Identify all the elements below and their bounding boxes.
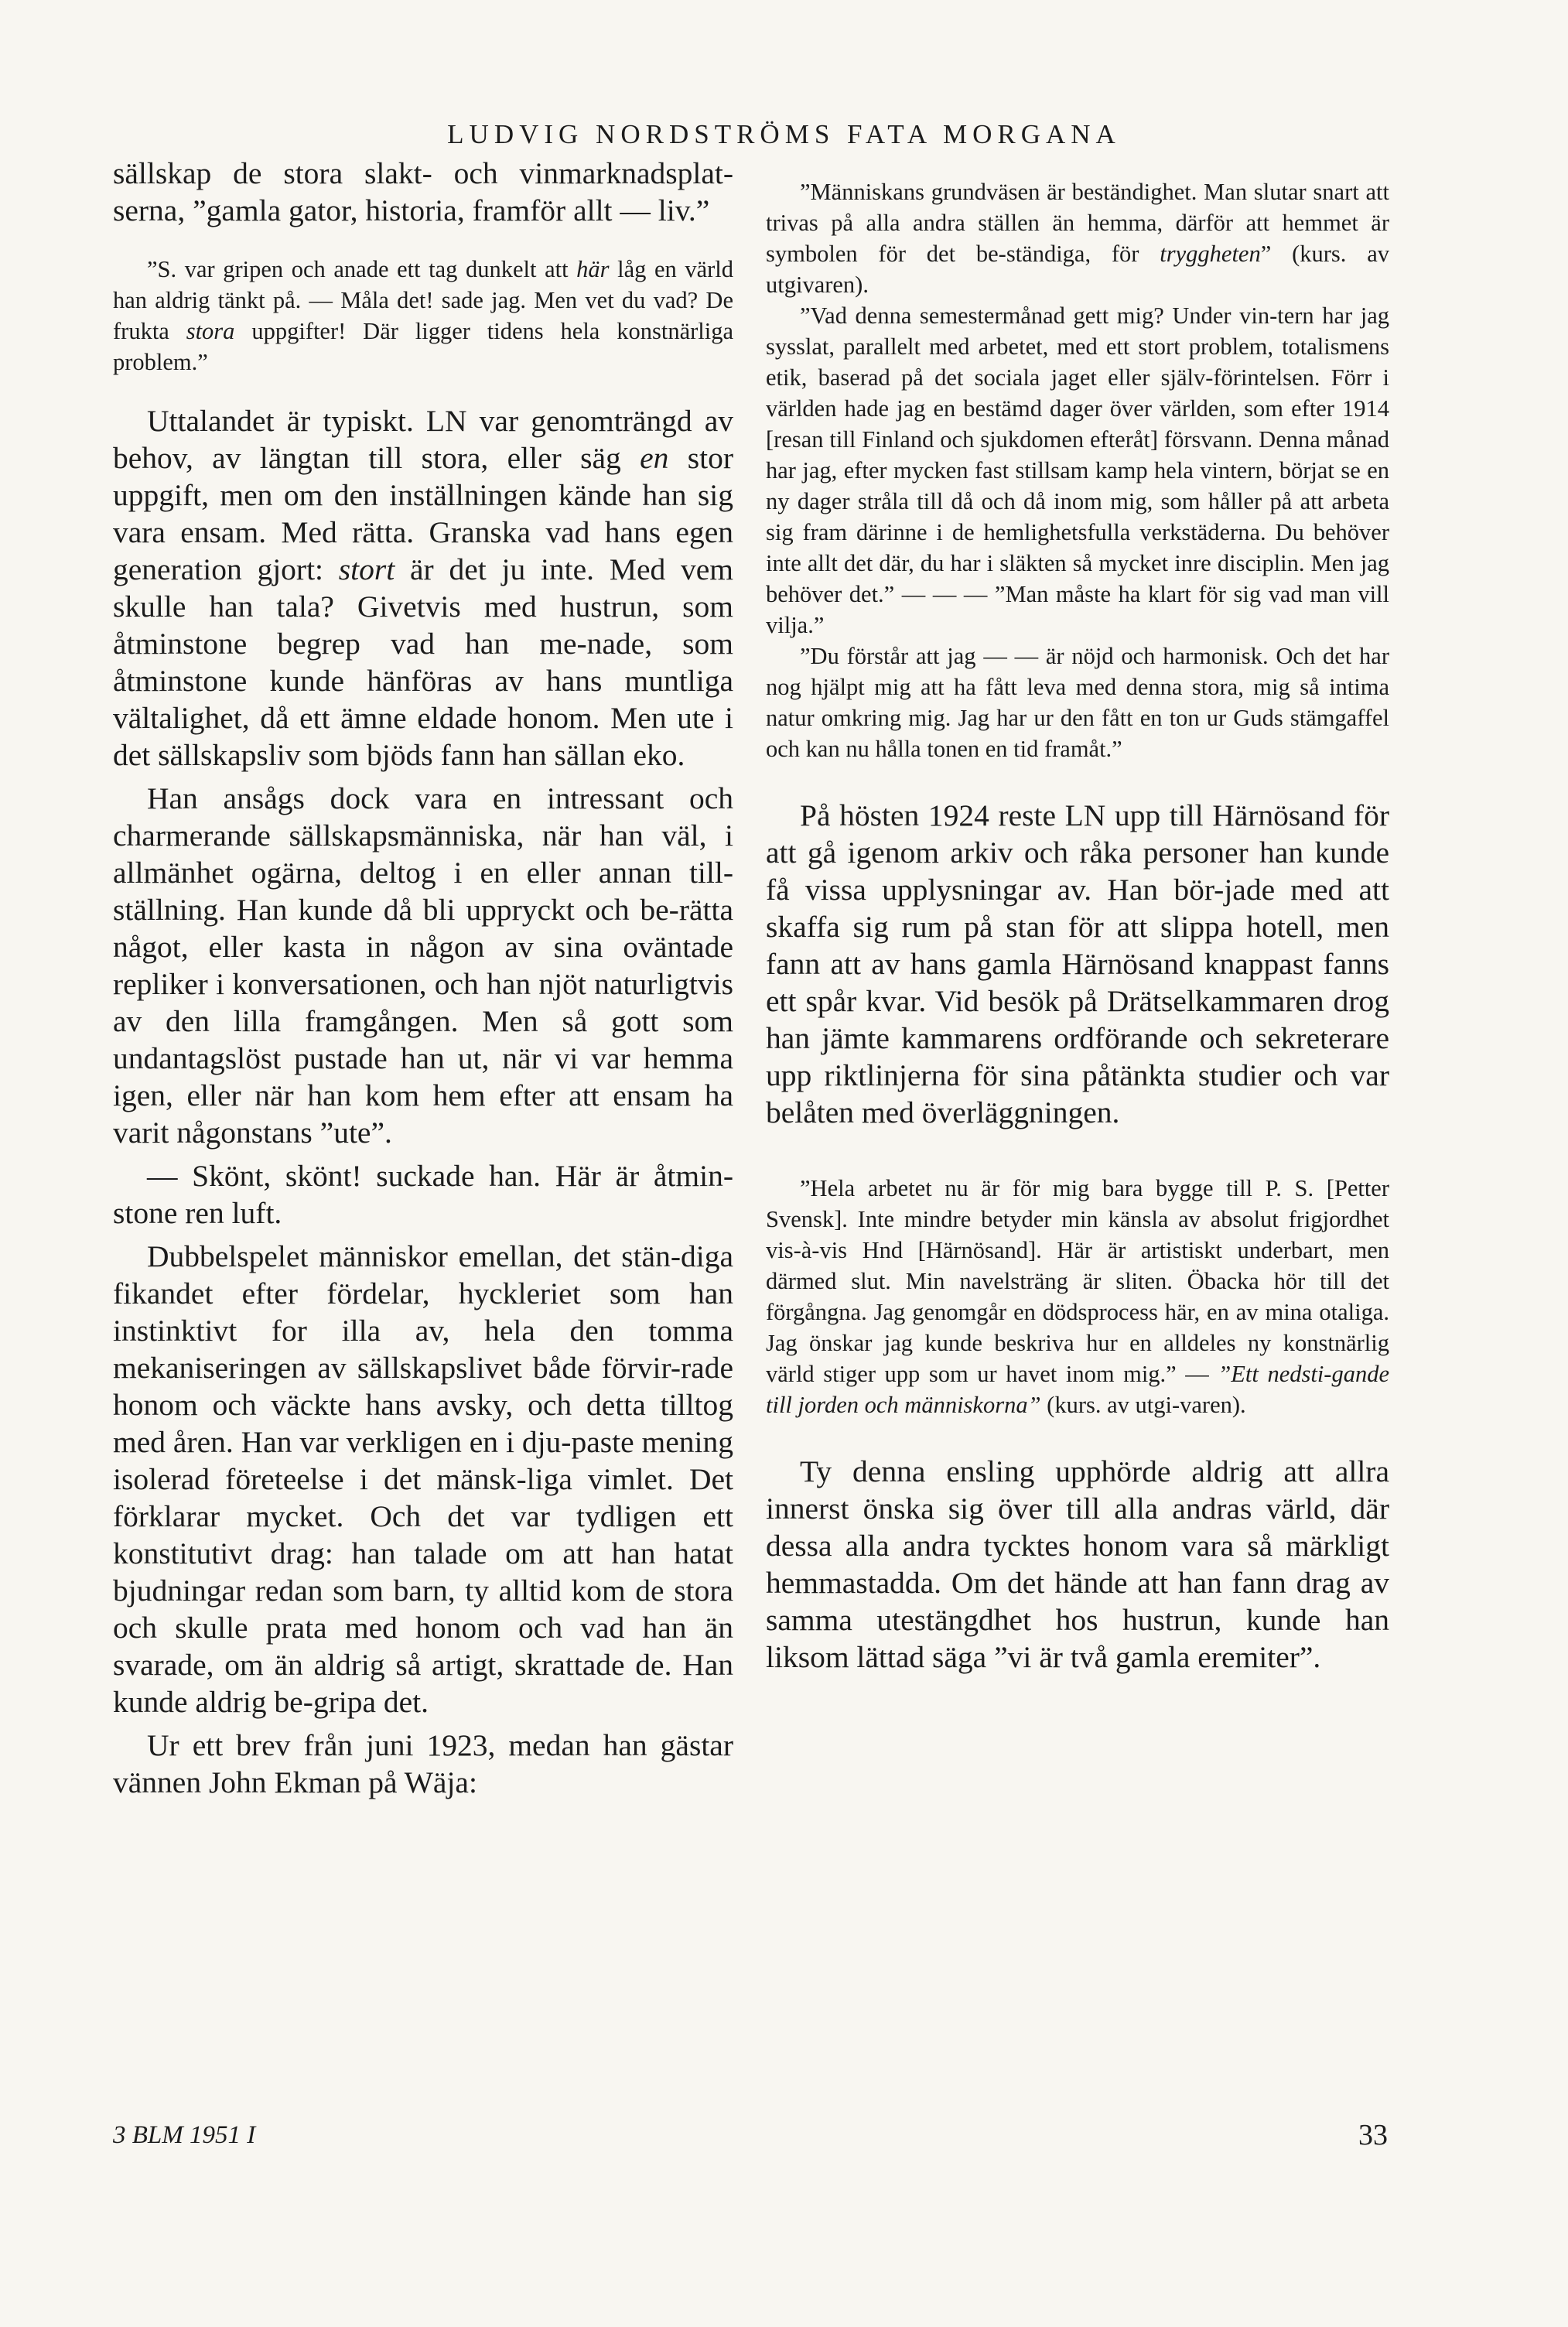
quote-block-1: ”S. var gripen och anade ett tag dunkelt att här låg en värld han aldrig tänkt på. — Måla det! sade jag. Men vet du vad? De frukta stora uppgifter! Där ligger tidens hela konstnärliga problem.” xyxy=(113,256,733,375)
quote-block-4: ”Du förstår att jag — — är nöjd och harmonisk. Och det har nog hjälpt mig att ha fått leva med denna stora, mig så intima natur omkring mig. Jag har ur den fått en ton ur Guds stämgaffel och kan nu hålla tonen en tid framåt.” xyxy=(766,643,1389,762)
paragraph-dialogue: — Skönt, skönt! suckade han. Här är åtmin-stone ren luft. xyxy=(113,1159,733,1230)
left-column xyxy=(113,155,733,1801)
right-column xyxy=(766,176,1389,1676)
paragraph-ensling: Ty denna ensling upphörde aldrig att allra innerst önska sig över till alla andras värld, där dessa alla andra tycktes honom vara så märkligt hemmastadda. Om det hände att han fann drag av samma utestängdhet hos hustrun, kunde han liksom lättad säga ”vi är två gamla eremiter”. xyxy=(766,1454,1389,1674)
quote-block-2: ”Människans grundväsen är beständighet. Man slutar snart att trivas på alla andra ställen än hemma, därför att hemmet är symbolen för det be-ständiga, för tryggheten” (kurs. av utgivaren). xyxy=(766,179,1389,298)
running-header: LUDVIG NORDSTRÖMS FATA MORGANA xyxy=(447,119,1121,149)
paragraph-sallskap: Han ansågs dock vara en intressant och charmerande sällskapsmänniska, när han väl, i allmänhet ogärna, deltog i en eller annan till-ställning. Han kunde då bli uppryckt och be-rätta något, eller kasta in någon av sina oväntade repliker i konversationen, och han njöt naturligtvis av den lilla framgången. Men så gott som undantagslöst pustade han ut, när vi var hemma igen, eller när han kom hem efter att ensam ha varit någonstans ”ute”. xyxy=(113,781,733,1150)
paragraph-brev-intro: Ur ett brev från juni 1923, medan han gästar vännen John Ekman på Wäja: xyxy=(113,1728,733,1799)
paragraph-continuation: sällskap de stora slakt- och vinmarknadsplat-serna, ”gamla gator, historia, framför allt — liv.” xyxy=(113,156,733,227)
paragraph-uttalandet: Uttalandet är typiskt. LN var genomträngd av behov, av längtan till stora, eller säg en stor uppgift, men om den inställningen kände han sig vara ensam. Med rätta. Granska vad hans egen generation gjort: stort är det ju inte. Med vem skulle han tala? Givetvis med hustrun, som åtminstone begrep vad han me-nade, som åtminstone kunde hänföras av hans muntliga vältalighet, då ett ämne eldade honom. Men ute i det sällskapsliv som bjöds fann han sällan eko. xyxy=(113,404,734,772)
paragraph-hosten-1924: På hösten 1924 reste LN upp till Härnösand för att gå igenom arkiv och råka personer han kunde få vissa upplysningar av. Han bör-jade med att skaffa sig rum på stan för att slippa hotell, men fann att av hans gamla Härnösand knappast fanns ett spår kvar. Vid besök på Drätselkammaren drog han jämte kammarens ordförande och sekreterare upp riktlinjerna för sina påtänkta studier och var belåten med överläggningen. xyxy=(766,798,1389,1129)
page-number: 33 xyxy=(1358,2119,1388,2151)
quote-block-5: ”Hela arbetet nu är för mig bara bygge till P. S. [Petter Svensk]. Inte mindre betyder min känsla av absolut frigjordhet vis-à-vis Hnd [Härnösand]. Här är artistiskt underbart, men därmed slut. Min navelsträng är sliten. Öbacka hör till det förgångna. Jag genomgår en dödsprocess här, en av mina otaliga. Jag önskar jag kunde beskriva hur en alldeles ny konstnärlig värld stiger upp som ur havet inom mig.” — ”Ett nedsti-gande till jorden och människorna” (kurs. av utgi-varen). xyxy=(766,1175,1389,1418)
quote-block-3: ”Vad denna semestermånad gett mig? Under vin-tern har jag sysslat, parallelt med arbetet, med ett stort problem, totalismens etik, baserad på det sociala jaget eller själv-förintelsen. Förr i världen hade jag en bestämd dager över världen, som efter 1914 [resan till Finland och sjukdomen efteråt] försvann. Denna månad har jag, efter mycken fast stillsam kamp hela vintern, börjat se en ny dager stråla till då och då inom mig, som håller på att arbeta sig fram därinne i de hemlighetsfulla verkstäderna. Du behöver inte allt det där, du har i släkten så mycket inre disciplin. Men jag behöver det.” — — — ”Man måste ha klart för sig vad man vill vilja.” xyxy=(766,302,1389,638)
footer-signature: 3 BLM 1951 I xyxy=(113,2121,256,2149)
paragraph-dubbelspelet: Dubbelspelet människor emellan, det stän-diga fikandet efter fördelar, hyckleriet som han instinktivt for illa av, hela den tomma mekaniseringen av sällskapslivet både förvir-rade honom och väckte hans avsky, och detta tilltog med åren. Han var verkligen en i dju-paste mening isolerad företeelse i det mänsk-liga vimlet. Det förklarar mycket. Och det var tydligen ett konstitutivt drag: han talade om att han hatat bjudningar redan som barn, ty alltid kom de stora och skulle prata med honom och vad han än svarade, om än aldrig så artigt, skrattade de. Han kunde aldrig be-gripa det. xyxy=(113,1239,733,1719)
